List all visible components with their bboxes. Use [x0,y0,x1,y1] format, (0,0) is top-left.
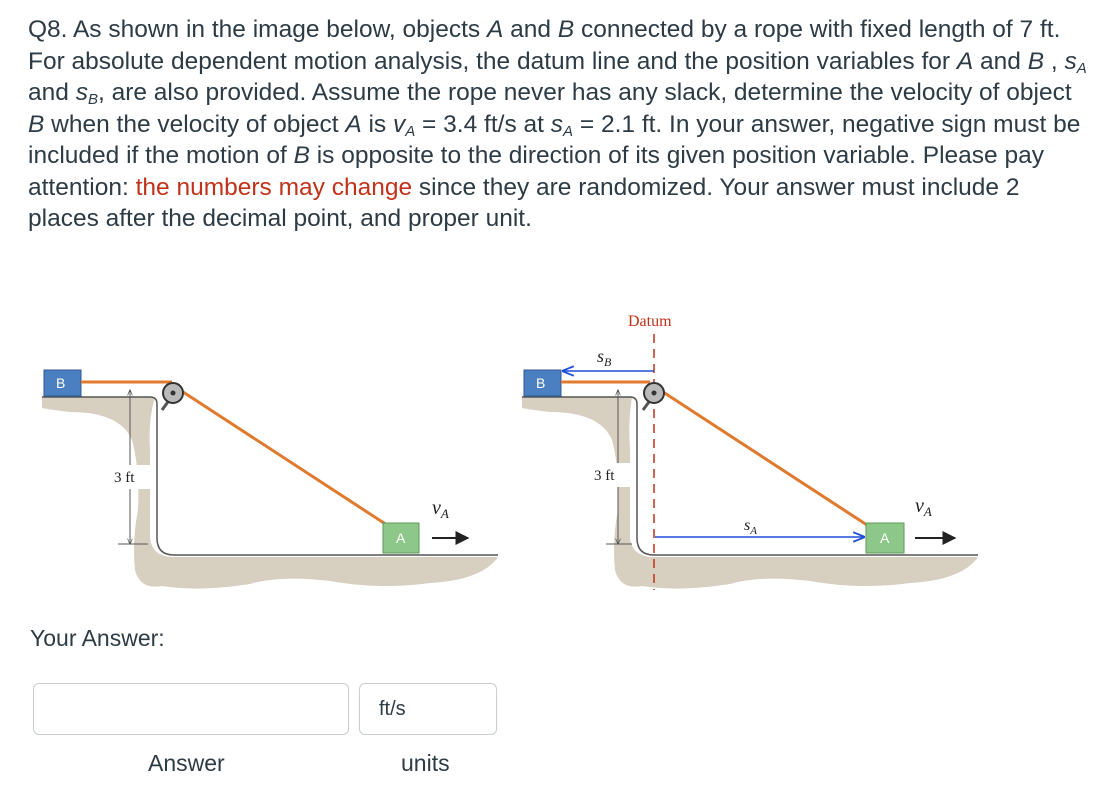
sa-label: $s_A$ [744,517,757,537]
left-height-label: 3 ft [114,470,135,486]
left-figure [42,370,498,589]
left-ground [42,397,498,589]
left-velocity-label: $v_A$ [432,497,449,521]
svg-text:A: A [396,530,406,546]
answer-input[interactable] [33,683,349,735]
question-text: Q8. As shown in the image below, objects A and B connected by a rope with fixed length of 7 ft. For absolute dependent motion analysis, the datum line and the position variables for A and B , $s_A$ and $s_B$, are also provided. Assume the rope never has any slack, determine the velocity of object B when the velocity of object A is $v_A = 3.4$ ft/s at $s_A = 2.1$ ft. In your answer, negative sign must be included if the motion of B is opposite to the direction of its given position variable. Please pay attention: the numbers may change since they are randomized. Your answer must include 2 places after the decimal point, and proper unit. [28,16,1087,232]
pulley-diagram [0,300,1118,610]
units-field[interactable]: ft/s [359,683,497,735]
right-ground [522,397,978,589]
right-pulley [643,383,664,410]
right-height-label: 3 ft [594,468,615,484]
svg-text:B: B [536,375,546,391]
right-velocity-label: $v_A$ [915,495,932,519]
left-pulley [162,383,183,410]
svg-text:A: A [880,530,890,546]
randomized-warning: the numbers may change [135,173,413,201]
answer-caption: Answer [148,750,225,776]
your-answer-label: Your Answer: [30,625,165,651]
datum-label: Datum [628,313,672,330]
sb-label: $s_B$ [597,346,612,369]
units-caption: units [401,750,450,776]
svg-text:B: B [56,375,66,391]
right-figure [522,313,978,590]
